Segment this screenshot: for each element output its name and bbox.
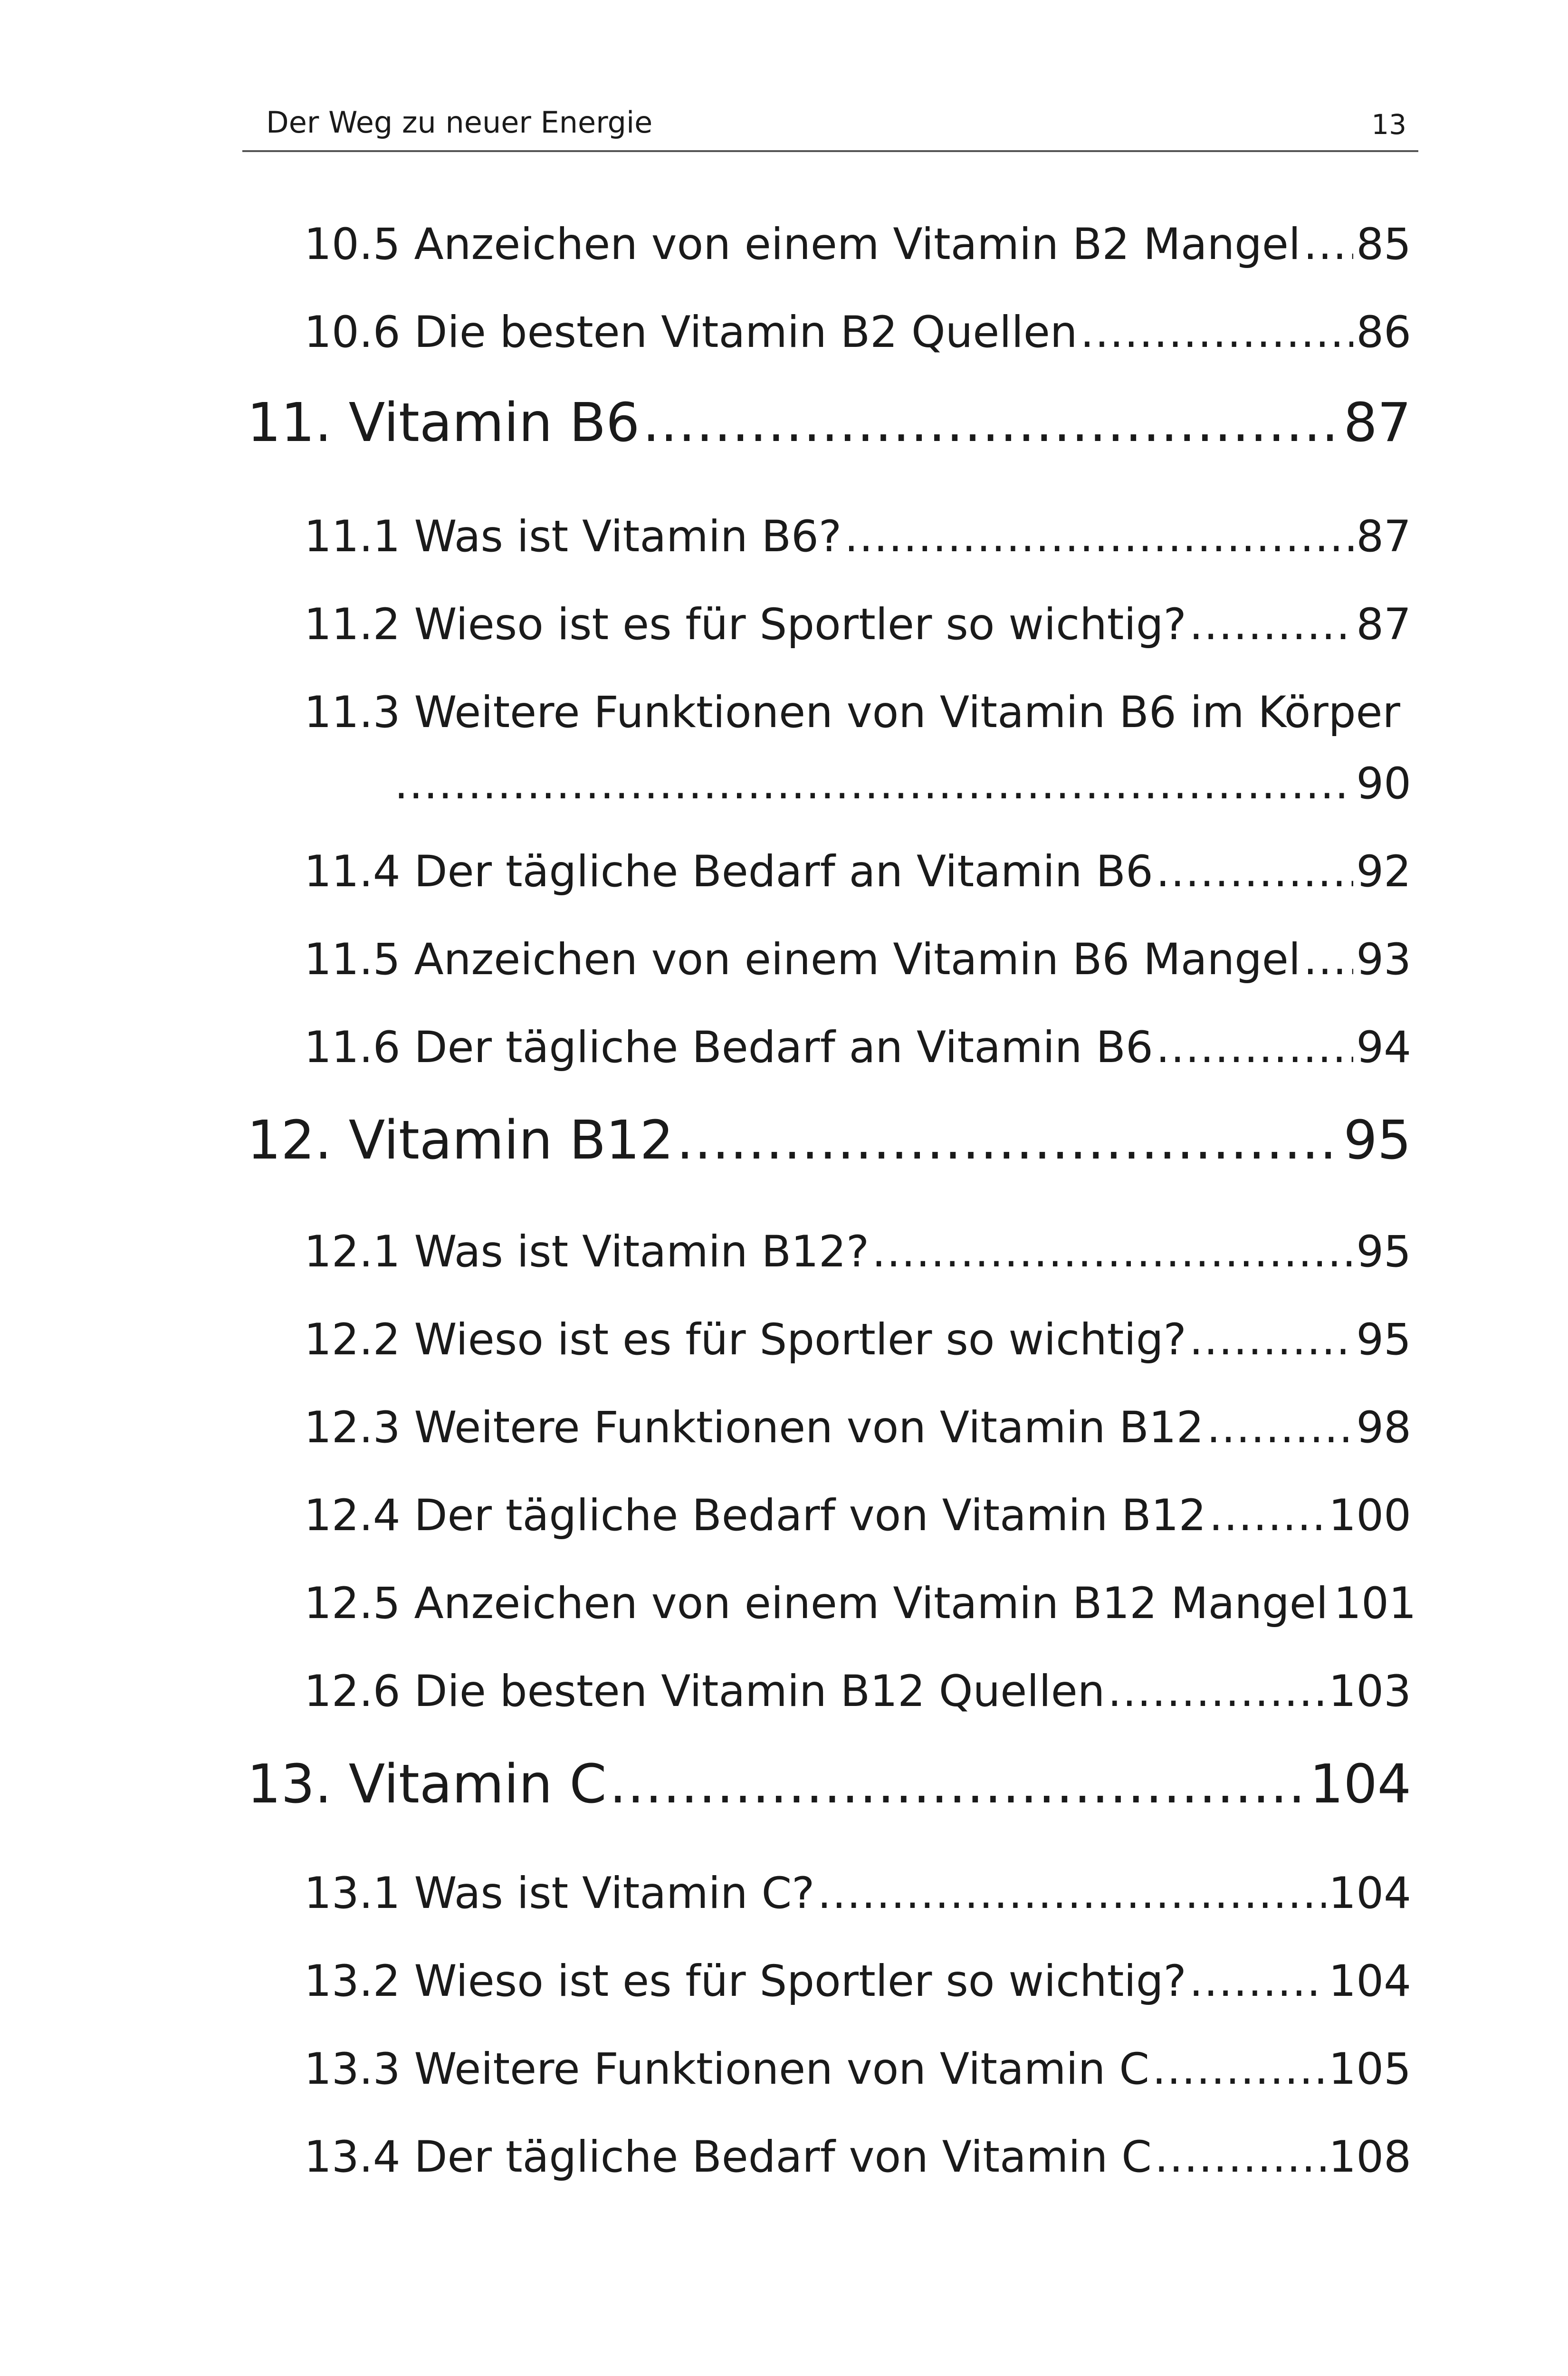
toc-leader-dots	[1303, 219, 1353, 271]
toc-entry-page: 98	[1356, 1403, 1411, 1453]
toc-entry-page: 95	[1356, 1315, 1411, 1365]
toc-entry-label: 11.1 Was ist Vitamin B6?	[304, 512, 842, 562]
toc-entry[interactable]	[304, 934, 1411, 986]
toc-entry-label: 10.6 Die besten Vitamin B2 Quellen	[304, 307, 1078, 357]
toc-entry-page: 108	[1329, 2132, 1411, 2182]
toc-entry[interactable]	[304, 2131, 1411, 2184]
toc-chapter-label: 13. Vitamin C	[247, 1753, 607, 1815]
toc-entry-page: 87	[1356, 600, 1411, 650]
toc-entry[interactable]	[304, 599, 1411, 651]
toc-leader-dots	[677, 1107, 1341, 1174]
toc-entry[interactable]	[304, 1490, 1411, 1542]
toc-leader-dots	[844, 511, 1353, 563]
toc-leader-dots	[1207, 1402, 1354, 1454]
toc-entry[interactable]	[304, 2043, 1411, 2096]
toc-chapter-page: 87	[1343, 392, 1411, 454]
toc-entry-label: 11.2 Wieso ist es für Sportler so wichtig?	[304, 600, 1186, 650]
toc-entry-label: 12.4 Der tägliche Bedarf von Vitamin B12	[304, 1491, 1206, 1541]
toc-entry[interactable]	[304, 219, 1411, 271]
toc-entry-page: 105	[1329, 2044, 1411, 2094]
toc-entry[interactable]	[304, 1022, 1411, 1074]
toc-entry[interactable]	[304, 1578, 1416, 1630]
toc-leader-dots	[1209, 1490, 1326, 1542]
toc-entry[interactable]	[304, 1402, 1411, 1454]
toc-entry-page: 86	[1356, 307, 1411, 357]
toc-entry-page: 104	[1329, 1956, 1411, 2006]
toc-entry[interactable]	[304, 1666, 1411, 1718]
toc-entry-wrapped-label[interactable]	[304, 687, 1400, 739]
header-title: Der Weg zu neuer Energie	[266, 105, 653, 140]
toc-entry-page: 87	[1356, 512, 1411, 562]
toc-entry[interactable]	[304, 1868, 1411, 1920]
toc-leader-dots	[1156, 846, 1353, 898]
toc-chapter-page: 104	[1310, 1753, 1411, 1815]
toc-entry-label: 13.3 Weitere Funktionen von Vitamin C	[304, 2044, 1149, 2094]
toc-entry-label: 13.2 Wieso ist es für Sportler so wichtig?	[304, 1956, 1186, 2006]
toc-entry-label: 13.1 Was ist Vitamin C?	[304, 1868, 815, 1918]
toc-leader-dots	[1303, 934, 1353, 986]
header-page-number: 13	[1371, 108, 1406, 141]
toc-leader-dots	[817, 1868, 1326, 1920]
toc-chapter-label: 12. Vitamin B12	[247, 1110, 674, 1171]
toc-entry[interactable]	[304, 1314, 1411, 1366]
toc-leader-dots	[1156, 1022, 1353, 1074]
toc-chapter-entry[interactable]	[247, 1751, 1411, 1818]
toc-entry[interactable]	[304, 1226, 1411, 1278]
toc-leader-dots	[1152, 2043, 1326, 2096]
toc-entry-label: 13.4 Der tägliche Bedarf von Vitamin C	[304, 2132, 1152, 2182]
toc-chapter-entry[interactable]	[247, 1107, 1411, 1174]
toc-entry-label: 12.6 Die besten Vitamin B12 Quellen	[304, 1667, 1105, 1716]
toc-entry-label: 11.4 Der tägliche Bedarf an Vitamin B6	[304, 847, 1153, 897]
toc-chapter-entry[interactable]	[247, 390, 1411, 456]
toc-entry-page: 101	[1334, 1579, 1416, 1629]
toc-entry-label: 12.2 Wieso ist es für Sportler so wichtig?	[304, 1315, 1186, 1365]
toc-entry-page: 94	[1356, 1023, 1411, 1073]
toc-leader-dots	[610, 1751, 1307, 1818]
toc-entry-label: 11.3 Weitere Funktionen von Vitamin B6 im Körper	[304, 688, 1400, 738]
toc-entry[interactable]	[304, 511, 1411, 563]
toc-leader-dots	[1189, 599, 1353, 651]
toc-entry-page: 103	[1329, 1667, 1411, 1716]
toc-leader-dots	[1155, 2131, 1326, 2184]
toc-leader-dots	[1080, 307, 1354, 359]
toc-entry[interactable]	[304, 846, 1411, 898]
toc-entry-page: 85	[1356, 220, 1411, 269]
toc-entry-label: 11.5 Anzeichen von einem Vitamin B6 Mangel	[304, 935, 1301, 985]
toc-leader-dots	[642, 390, 1340, 456]
toc-entry-page: 95	[1356, 1227, 1411, 1277]
toc-entry-label: 12.1 Was ist Vitamin B12?	[304, 1227, 870, 1277]
toc-entry-page: 93	[1356, 935, 1411, 985]
toc-entry-page: 92	[1356, 847, 1411, 897]
toc-entry-label: 10.5 Anzeichen von einem Vitamin B2 Mangel	[304, 220, 1301, 269]
toc-leader-dots	[1108, 1666, 1326, 1718]
toc-entry-continuation[interactable]	[394, 758, 1411, 810]
toc-entry[interactable]	[304, 1955, 1411, 2008]
toc-entry-label: 12.5 Anzeichen von einem Vitamin B12 Mangel	[304, 1579, 1329, 1629]
toc-leader-dots	[872, 1226, 1353, 1278]
toc-entry-label: 11.6 Der tägliche Bedarf an Vitamin B6	[304, 1023, 1153, 1073]
toc-entry-label: 12.3 Weitere Funktionen von Vitamin B12	[304, 1403, 1204, 1453]
toc-entry-page: 90	[1356, 759, 1411, 809]
toc-entry-page: 100	[1329, 1491, 1411, 1541]
toc-entry[interactable]	[304, 307, 1411, 359]
toc-leader-dots	[1189, 1314, 1353, 1366]
toc-chapter-page: 95	[1343, 1110, 1411, 1171]
toc-leader-dots	[1189, 1955, 1326, 2008]
toc-chapter-label: 11. Vitamin B6	[247, 392, 640, 454]
toc-leader-dots	[394, 758, 1353, 810]
toc-entry-page: 104	[1329, 1868, 1411, 1918]
